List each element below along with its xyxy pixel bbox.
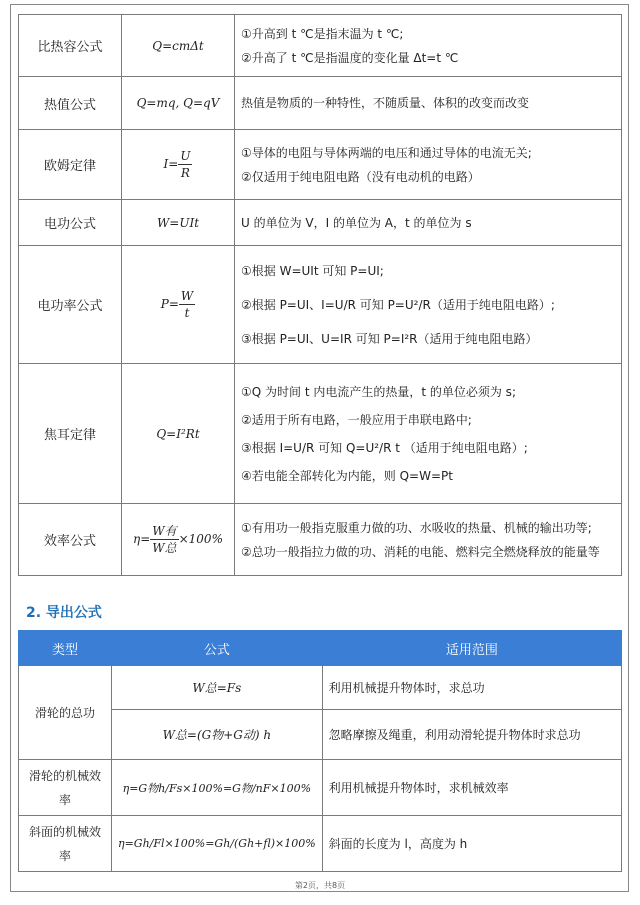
desc-line: ②适用于所有电路，一般应用于串联电路中; [241, 412, 472, 427]
row-type: 斜面的机械效率 [19, 816, 112, 872]
row-formula [122, 130, 235, 200]
row-scope: 忽略摩擦及绳重，利用动滑轮提升物体时求总功 [322, 710, 621, 760]
numerator: U [180, 149, 191, 163]
table-row [19, 666, 622, 710]
desc-line: ②总功一般指拉力做的功、消耗的电能、燃料完全燃烧释放的能量等 [241, 544, 600, 559]
formula-lhs: I= [163, 157, 179, 171]
row-scope: 利用机械提升物体时，求总功 [322, 666, 621, 710]
row-name: 电功公式 [19, 200, 122, 246]
row-desc [235, 504, 622, 576]
row-name: 电功率公式 [19, 246, 122, 364]
section-title: 2. 导出公式 [26, 605, 102, 621]
row-name: 焦耳定律 [19, 364, 122, 504]
table-header-row [19, 631, 622, 666]
denominator: t [184, 306, 190, 320]
desc-line: ③根据 P=UI、U=IR 可知 P=I²R（适用于纯电阻电路） [241, 331, 538, 346]
row-name: 效率公式 [19, 504, 122, 576]
row-scope: 斜面的长度为 l，高度为 h [322, 816, 621, 872]
row-formula: W=UIt [122, 200, 235, 246]
desc-line: ①根据 W=UIt 可知 P=UI; [241, 263, 384, 278]
fraction [178, 148, 192, 181]
row-desc [235, 364, 622, 504]
row-formula [122, 504, 235, 576]
row-type: 滑轮的总功 [19, 666, 112, 760]
table-row [19, 364, 622, 504]
row-desc [235, 15, 622, 77]
row-type: 滑轮的机械效率 [19, 760, 112, 816]
row-desc [235, 200, 622, 246]
table-row [19, 200, 622, 246]
desc-line: 热值是物质的一种特性，不随质量、体积的改变而改变 [241, 96, 530, 110]
formula-rhs: ×100% [178, 532, 223, 546]
table-row [19, 130, 622, 200]
row-formula: Q=cmΔt [122, 15, 235, 77]
row-scope: 利用机械提升物体时，求机械效率 [322, 760, 621, 816]
desc-line: U 的单位为 V，I 的单位为 A，t 的单位为 s [241, 215, 472, 230]
table-row [19, 246, 622, 364]
numerator: W [180, 289, 194, 303]
row-formula [122, 246, 235, 364]
desc-line: ④若电能全部转化为内能，则 Q=W=Pt [241, 468, 453, 483]
derived-formula-table [18, 630, 622, 872]
desc-line: ①Q 为时间 t 内电流产生的热量，t 的单位必须为 s; [241, 384, 516, 399]
header-scope: 适用范围 [322, 631, 621, 666]
row-desc [235, 77, 622, 130]
desc-line: ③根据 I=U/R 可知 Q=U²/R t （适用于纯电阻电路）; [241, 440, 528, 455]
row-name: 欧姆定律 [19, 130, 122, 200]
page-footer: 第2页，共8页 [294, 881, 346, 890]
row-desc [235, 246, 622, 364]
row-formula: η=Gh/Fl×100%=Gh/(Gh+fl)×100% [112, 816, 323, 872]
formula-table [18, 14, 622, 576]
header-type: 类型 [19, 631, 112, 666]
table-row [19, 15, 622, 77]
fraction [150, 523, 178, 556]
table-row [19, 816, 622, 872]
table-row [19, 760, 622, 816]
row-desc [235, 130, 622, 200]
formula-lhs: P= [160, 297, 179, 311]
row-formula: W总=(G物+G动) h [112, 710, 323, 760]
desc-line: ①升高到 t ℃是指末温为 t ℃; [241, 26, 404, 41]
table-row [19, 504, 622, 576]
desc-line: ②升高了 t ℃是指温度的变化量 Δt=t ℃ [241, 50, 459, 65]
desc-line: ②仅适用于纯电阻电路（没有电动机的电路） [241, 169, 480, 184]
fraction [179, 288, 195, 321]
denominator: R [180, 166, 190, 180]
desc-line: ①有用功一般指克服重力做的功、水吸收的热量、机械的输出功等; [241, 520, 592, 535]
numerator: W有 [152, 524, 177, 538]
desc-line: ②根据 P=UI、I=U/R 可知 P=U²/R（适用于纯电阻电路）; [241, 297, 555, 312]
row-name: 热值公式 [19, 77, 122, 130]
row-formula: η=G物h/Fs×100%=G物/nF×100% [112, 760, 323, 816]
row-formula: Q=I²Rt [122, 364, 235, 504]
row-formula: W总=Fs [112, 666, 323, 710]
desc-line: ①导体的电阻与导体两端的电压和通过导体的电流无关; [241, 145, 532, 160]
table-row [19, 77, 622, 130]
row-name: 比热容公式 [19, 15, 122, 77]
denominator: W总 [152, 541, 177, 555]
header-formula: 公式 [112, 631, 323, 666]
formula-lhs: η= [133, 532, 151, 546]
row-formula: Q=mq, Q=qV [122, 77, 235, 130]
